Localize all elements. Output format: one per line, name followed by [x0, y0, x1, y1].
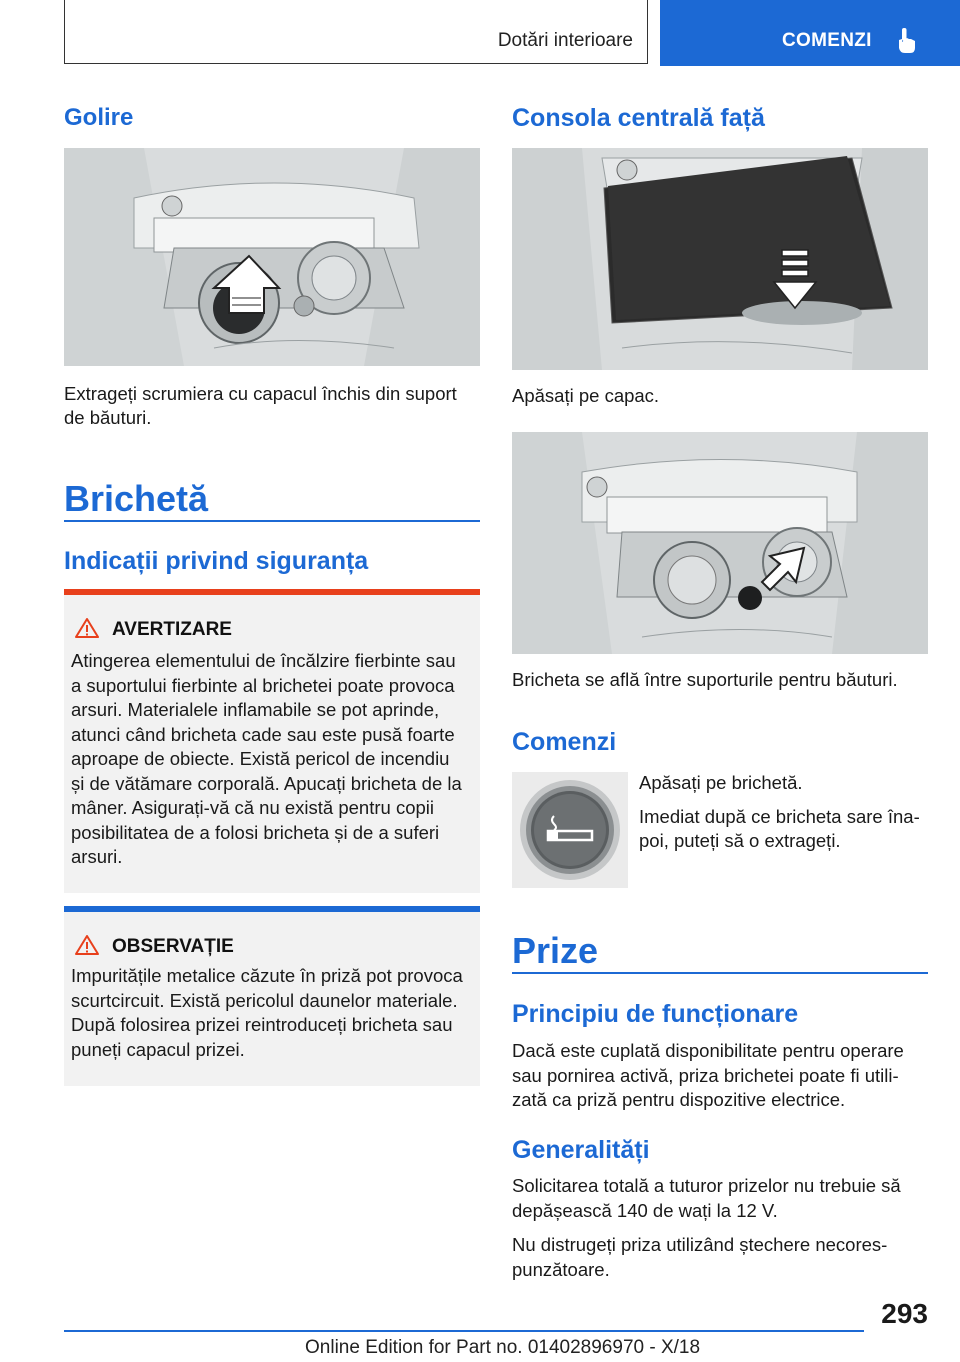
notice-line: Impuritățile metalice căzute în priză pot provoca — [71, 965, 463, 986]
warning-line: Atingerea elementului de încălzire fierbinte sau — [71, 650, 456, 671]
golire-caption-line-2: de băuturi. — [64, 407, 152, 428]
lighter-caption: Bricheta se află între suporturile pentru băuturi. — [512, 669, 898, 690]
warning-triangle-icon — [74, 934, 100, 956]
console-cover-image — [512, 148, 928, 370]
golire-caption-line-1: Extrageți scrumiera cu capacul închis din suport — [64, 383, 457, 404]
footer-rule — [64, 1330, 864, 1332]
general-line: Nu distrugeți priza utilizând ștechere necores- — [512, 1234, 888, 1255]
lighter-location-image — [512, 432, 928, 654]
golire-heading: Golire — [64, 104, 134, 131]
controls-heading: Comenzi — [512, 728, 617, 756]
pointing-hand-icon — [896, 28, 918, 54]
bricheta-rule — [64, 520, 480, 522]
warning-line: mâner. Asigurați-vă că nu există pentru copii — [71, 797, 434, 818]
notice-text — [71, 964, 474, 1062]
general-text — [512, 1174, 901, 1223]
warning-line: atunci când bricheta cade sau este pusă foarte — [71, 723, 455, 745]
console-heading: Consola centrală față — [512, 104, 765, 132]
warning-triangle-icon — [74, 617, 100, 639]
safety-heading: Indicații privind siguranța — [64, 547, 369, 575]
controls-press: Apăsați pe brichetă. — [639, 772, 803, 793]
warning-line: a suportului fierbinte al brichetei poate provoca — [71, 674, 455, 696]
prize-heading: Prize — [512, 930, 599, 971]
controls-extract-line-1: Imediat după ce bricheta sare îna- — [639, 806, 920, 827]
notice-bar — [64, 906, 480, 912]
header-chapter-label: COMENZI — [782, 30, 872, 51]
warning-callout — [64, 589, 480, 893]
header-section-box — [64, 0, 648, 64]
notice-line: puneți capacul prizei. — [71, 1038, 245, 1060]
general-text-2 — [512, 1233, 887, 1282]
principle-heading: Principiu de funcționare — [512, 1000, 799, 1028]
principle-text — [512, 1039, 904, 1113]
principle-line: Dacă este cuplată disponibilitate pentru operare — [512, 1040, 904, 1061]
cigarette-lighter-icon — [512, 772, 628, 888]
general-line: Solicitarea totală a tuturor prizelor nu trebuie să — [512, 1175, 901, 1196]
general-heading: Generalități — [512, 1136, 650, 1164]
page-number: 293 — [881, 1298, 928, 1329]
warning-line: arsuri. — [71, 846, 123, 867]
bricheta-heading: Brichetă — [64, 478, 209, 519]
controls-extract-line-2: poi, puteți să o extrageți. — [639, 830, 841, 851]
warning-line: posibilitatea de a folosi bricheta și de a suferi — [71, 821, 440, 843]
footer-edition: Online Edition for Part no. 01402896970 - X/18 — [305, 1337, 701, 1358]
header-section-title: Dotări interioare — [497, 30, 633, 51]
warning-title: AVERTIZARE — [112, 619, 232, 640]
principle-line: zată ca priză pentru dispozitive electrice. — [512, 1089, 846, 1110]
general-line: depășească 140 de wați la 12 V. — [512, 1199, 778, 1221]
ashtray-removal-image — [64, 148, 480, 366]
warning-line: aproape de obiecte. Există pericol de incendiu — [71, 748, 450, 769]
warning-line: și de vătămare corporală. Apucați bricheta de la — [71, 772, 462, 794]
notice-title: OBSERVAȚIE — [112, 936, 234, 957]
console-caption: Apăsați pe capac. — [512, 385, 660, 406]
warning-bar — [64, 589, 480, 595]
warning-text — [71, 649, 474, 870]
notice-line: scurtcircuit. Există pericolul daunelor materiale. — [71, 989, 458, 1011]
principle-line: sau pornirea activă, priza brichetei poate fi utili- — [512, 1064, 899, 1086]
prize-rule — [512, 972, 928, 974]
header-chapter-tab[interactable] — [660, 0, 960, 66]
notice-line: După folosirea prizei reintroduceți bricheta sau — [71, 1014, 453, 1035]
general-line: punzătoare. — [512, 1258, 610, 1280]
lighter-button-image — [512, 772, 628, 888]
warning-line: arsuri. Materialele inflamabile se pot aprinde, — [71, 699, 440, 720]
notice-callout — [64, 906, 480, 1086]
